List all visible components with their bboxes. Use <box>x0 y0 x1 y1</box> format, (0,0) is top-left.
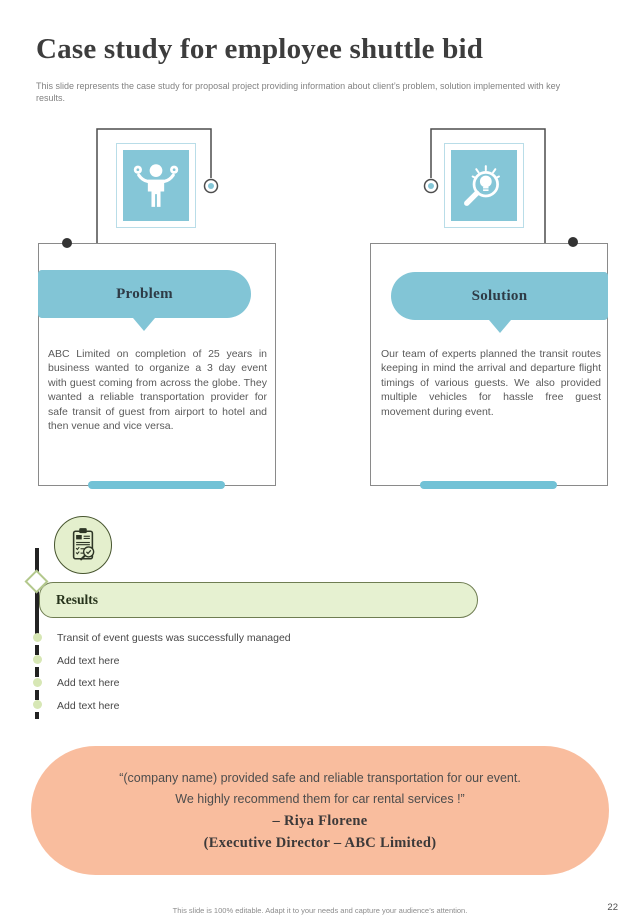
timeline-dot <box>33 700 42 709</box>
pointer-tail <box>489 320 511 333</box>
quote-author: – Riya Florene <box>272 812 368 829</box>
footer-note: This slide is 100% editable. Adapt it to your needs and capture your audience’s attention. <box>172 906 468 915</box>
quote-text-line1: “(company name) provided safe and reliable transportation for our event. <box>119 770 521 785</box>
results-icon-circle <box>54 516 112 574</box>
problem-label: Problem <box>116 285 173 302</box>
timeline-dash <box>35 712 39 719</box>
testimonial-quote <box>31 746 609 875</box>
accent-bar <box>420 481 557 489</box>
connector-dot <box>62 238 72 248</box>
quote-text-line2: We highly recommend them for car rental services !” <box>175 791 465 806</box>
result-item-placeholder[interactable]: Add text here <box>57 700 120 712</box>
page-title: Case study for employee shuttle bid <box>36 33 484 65</box>
timeline-dash <box>35 690 39 700</box>
connector-dot <box>568 237 578 247</box>
results-header <box>39 582 478 618</box>
timeline-dash <box>35 645 39 655</box>
timeline-dot <box>33 655 42 664</box>
checklist-icon <box>63 523 103 567</box>
results-label: Results <box>56 592 99 607</box>
problem-body-text: ABC Limited on completion of 25 years in business wanted to organize a 3 day event with guest coming from across the globe. They wanted a reliable transportation provider for safe transit of guest from airport to hotel and then venue and vice versa. <box>48 348 267 433</box>
pointer-tail <box>133 318 155 331</box>
problem-header <box>38 270 251 318</box>
result-item: Transit of event guests was successfully managed <box>57 632 291 644</box>
search-idea-icon <box>455 157 513 215</box>
page-number: 22 <box>607 902 618 913</box>
problem-icon-box <box>116 143 196 228</box>
accent-bar <box>88 481 225 489</box>
solution-icon-box <box>444 143 524 228</box>
solution-body-text: Our team of experts planned the transit routes keeping in mind the arrival and departure flight timings of various guests. We also provided multiple vehicles for hassle free guest movement during event. <box>381 348 601 418</box>
timeline-dot <box>33 633 42 642</box>
result-item-placeholder[interactable]: Add text here <box>57 677 120 689</box>
timeline-dot <box>33 678 42 687</box>
person-choice-icon <box>127 157 185 215</box>
result-item-placeholder[interactable]: Add text here <box>57 655 120 667</box>
solution-label: Solution <box>471 287 528 304</box>
quote-author-title: (Executive Director – ABC Limited) <box>203 834 437 851</box>
solution-header <box>391 272 608 320</box>
timeline-dash <box>35 667 39 677</box>
page-subtitle: This slide represents the case study for proposal project providing information about client’s problem, solution implemented with key results. <box>36 81 561 103</box>
